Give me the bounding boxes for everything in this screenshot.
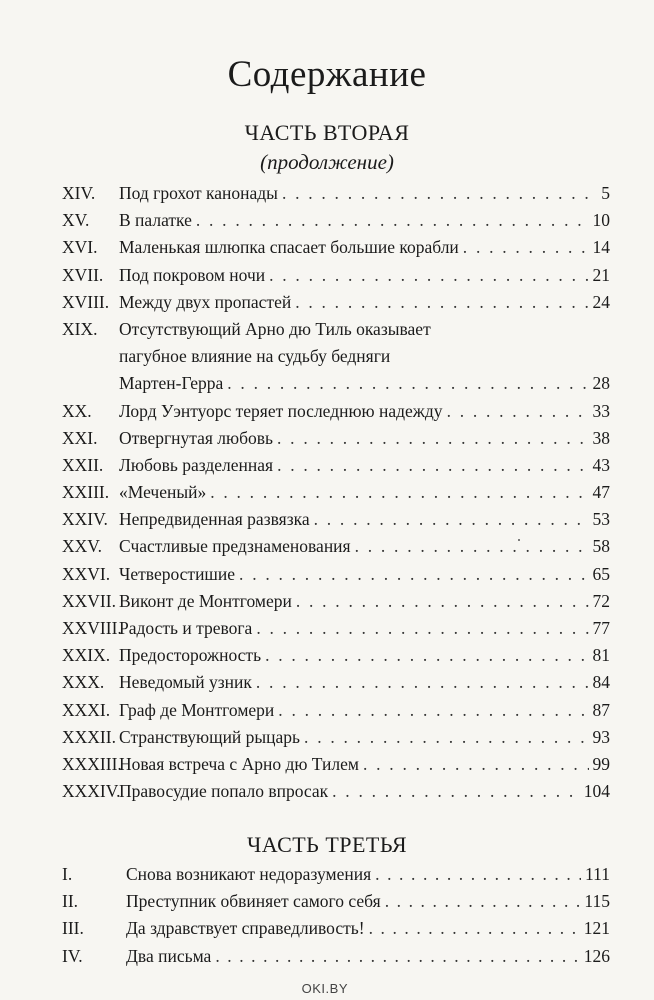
dot-leader — [296, 588, 589, 615]
chapter-number: IV. — [62, 945, 83, 966]
chapter-number: XIX. — [62, 318, 98, 339]
chapter-number: XXXIII. — [62, 753, 122, 774]
page-number: 43 — [592, 454, 610, 475]
dot-leader — [314, 506, 589, 533]
chapter-number: XVI. — [62, 237, 98, 258]
part_two-entry-row — [62, 778, 610, 805]
dot-leader — [278, 697, 588, 724]
page-number: 81 — [592, 645, 610, 666]
dot-leader — [295, 289, 588, 316]
chapter-title: Два письма — [126, 945, 212, 966]
chapter-entry — [119, 533, 610, 560]
chapter-entry — [119, 561, 610, 588]
page-number: 58 — [592, 536, 610, 557]
chapter-title: Граф де Монтгомери — [119, 699, 275, 720]
chapter-title: Новая встреча с Арно дю Тилем — [119, 753, 359, 774]
part_three-entry-row — [62, 861, 610, 888]
page-number: 28 — [592, 373, 610, 394]
chapter-entry — [119, 452, 610, 479]
part_two-entry-row — [62, 452, 610, 479]
page-title: Содержание — [227, 53, 427, 95]
chapter-entry — [119, 343, 610, 370]
part_three-entry-row — [62, 915, 610, 942]
chapter-number: XXIII. — [62, 482, 110, 503]
page-number: 93 — [592, 726, 610, 747]
page-number: 14 — [592, 237, 610, 258]
page-number: 10 — [592, 210, 610, 231]
part_two-entry-row — [62, 289, 610, 316]
chapter-entry — [119, 588, 610, 615]
part_two-entry-row — [62, 234, 610, 261]
dot-leader — [447, 398, 589, 425]
page-number: 99 — [592, 753, 610, 774]
page-number: 24 — [592, 291, 610, 312]
part_two-entry-row — [62, 316, 610, 343]
chapter-number: XXVII. — [62, 590, 116, 611]
chapter-entry — [126, 861, 610, 888]
page-number: 126 — [583, 945, 610, 966]
chapter-title: Лорд Уэнтуорс теряет последнюю надежду — [119, 400, 443, 421]
dot-leader — [277, 425, 588, 452]
part-two-subheading: (продолжение) — [260, 150, 394, 174]
dot-leader — [239, 561, 588, 588]
chapter-entry — [119, 778, 610, 805]
chapter-entry — [126, 915, 610, 942]
dot-leader — [332, 778, 580, 805]
part_two-entry-row — [62, 697, 610, 724]
part-three-contents-list — [62, 861, 610, 970]
part_two-entry-row — [62, 425, 610, 452]
dot-leader — [269, 262, 588, 289]
chapter-number: XXXIV. — [62, 781, 121, 802]
dot-leader — [375, 861, 581, 888]
chapter-entry — [119, 180, 610, 207]
chapter-number: XXII. — [62, 454, 104, 475]
dot-leader — [196, 207, 589, 234]
dot-leader — [256, 615, 588, 642]
part_two-entry-row — [62, 561, 610, 588]
chapter-entry — [119, 751, 610, 778]
part_three-entry-row — [62, 943, 610, 970]
chapter-number: XXI. — [62, 427, 98, 448]
chapter-title: Виконт де Монтгомери — [119, 590, 292, 611]
page-number: 111 — [585, 864, 610, 884]
chapter-title: Странствующий рыцарь — [119, 726, 301, 747]
chapter-entry — [119, 615, 610, 642]
chapter-title: Правосудие попало впросак — [119, 781, 329, 802]
chapter-number: XXXII. — [62, 726, 116, 747]
chapter-number: XX. — [62, 400, 92, 421]
part_two-entry-row — [62, 207, 610, 234]
part_two-entry-row — [62, 262, 610, 289]
chapter-title: Четверостишие — [119, 563, 236, 584]
chapter-number: XIV. — [62, 183, 96, 203]
chapter-title: Непредвиденная развязка — [119, 509, 310, 530]
chapter-entry — [119, 262, 610, 289]
page-number: 72 — [592, 590, 610, 611]
page-number: 21 — [592, 264, 610, 285]
chapter-number: XXIV. — [62, 509, 108, 530]
page-number: 47 — [592, 482, 610, 503]
chapter-title: Мартен-Герра — [119, 373, 224, 394]
chapter-entry — [119, 425, 610, 452]
page-number: 5 — [601, 183, 610, 203]
chapter-title: Под грохот канонады — [119, 183, 278, 203]
dot-leader — [227, 370, 588, 397]
part_two-entry-row — [62, 724, 610, 751]
part_two-entry-row — [62, 343, 610, 370]
chapter-title: В палатке — [119, 210, 192, 231]
dot-leader — [304, 724, 588, 751]
part_two-entry-row — [62, 588, 610, 615]
page-number: 115 — [584, 891, 610, 912]
part_two-entry-row — [62, 615, 610, 642]
dot-leader — [282, 180, 596, 207]
part-three-heading: ЧАСТЬ ТРЕТЬЯ — [246, 832, 408, 857]
chapter-title: Между двух пропастей — [119, 291, 292, 312]
dot-leader — [363, 751, 589, 778]
chapter-number: XVIII. — [62, 291, 110, 312]
chapter-entry — [119, 669, 610, 696]
part_two-entry-row — [62, 398, 610, 425]
watermark-logo: OKI.BY — [301, 981, 348, 996]
chapter-title: «Меченый» — [119, 482, 207, 503]
chapter-title: Под покровом ночи — [119, 264, 266, 285]
part_two-entry-row — [62, 506, 610, 533]
chapter-number: XXX. — [62, 672, 105, 693]
page-number: 87 — [592, 699, 610, 720]
chapter-entry — [119, 697, 610, 724]
chapter-number: XXVIII. — [62, 618, 122, 638]
dot-leader — [256, 669, 589, 696]
part_three-entry-row — [62, 888, 610, 915]
chapter-entry — [119, 642, 610, 669]
chapter-title: Маленькая шлюпка спасает большие корабли — [119, 237, 459, 258]
part_two-entry-row — [62, 370, 610, 397]
chapter-number: XXIX. — [62, 645, 111, 666]
page-number: 84 — [592, 672, 610, 693]
dot-leader — [265, 642, 588, 669]
chapter-entry — [126, 888, 610, 915]
part-two-contents-list — [62, 180, 610, 805]
chapter-title: пагубное влияние на судьбу бедняги — [119, 346, 391, 367]
chapter-number: XXXI. — [62, 699, 111, 720]
chapter-entry — [119, 479, 610, 506]
part_two-entry-row — [62, 751, 610, 778]
chapter-title: Любовь разделенная — [119, 454, 274, 475]
page-number: 121 — [583, 918, 610, 939]
page-number: 53 — [592, 509, 610, 530]
chapter-title: Счастливые предзнаменования — [119, 536, 351, 557]
chapter-entry — [119, 506, 610, 533]
chapter-title: Да здравствует справедливость! — [126, 918, 365, 939]
print-speck — [518, 539, 520, 541]
chapter-number: XVII. — [62, 264, 104, 285]
part_two-entry-row — [62, 642, 610, 669]
part_two-entry-row — [62, 479, 610, 506]
chapter-entry — [119, 234, 610, 261]
part_two-entry-row — [62, 669, 610, 696]
chapter-number: III. — [62, 918, 84, 939]
dot-leader — [369, 915, 580, 942]
chapter-number: XXVI. — [62, 563, 111, 584]
chapter-number: XV. — [62, 210, 90, 231]
chapter-title: Отвергнутая любовь — [119, 427, 274, 448]
chapter-title: Радость и тревога — [119, 618, 253, 638]
chapter-entry — [119, 316, 610, 343]
chapter-entry — [126, 943, 610, 970]
part_two-entry-row — [62, 533, 610, 560]
dot-leader — [210, 479, 588, 506]
chapter-number: XXV. — [62, 536, 103, 557]
chapter-title: Снова возникают недоразумения — [126, 864, 372, 884]
dot-leader — [463, 234, 589, 261]
chapter-entry — [119, 207, 610, 234]
chapter-number: II. — [62, 891, 79, 912]
part-two-heading: ЧАСТЬ ВТОРАЯ — [244, 120, 410, 145]
dot-leader — [355, 533, 589, 560]
chapter-entry — [119, 370, 610, 397]
chapter-entry — [119, 398, 610, 425]
chapter-title: Отсутствующий Арно дю Тиль оказывает — [119, 318, 431, 339]
dot-leader — [385, 888, 581, 915]
dot-leader — [277, 452, 588, 479]
page-number: 65 — [592, 563, 610, 584]
chapter-title: Предосторожность — [119, 645, 262, 666]
chapter-entry — [119, 724, 610, 751]
page-number: 104 — [583, 781, 610, 802]
chapter-entry — [119, 289, 610, 316]
part_two-entry-row — [62, 180, 610, 207]
page-number: 77 — [592, 618, 610, 638]
chapter-number: I. — [62, 864, 73, 884]
page-number: 33 — [592, 400, 610, 421]
page-number: 38 — [592, 427, 610, 448]
chapter-title: Преступник обвиняет самого себя — [126, 891, 381, 912]
dot-leader — [215, 943, 579, 970]
chapter-title: Неведомый узник — [119, 672, 252, 693]
